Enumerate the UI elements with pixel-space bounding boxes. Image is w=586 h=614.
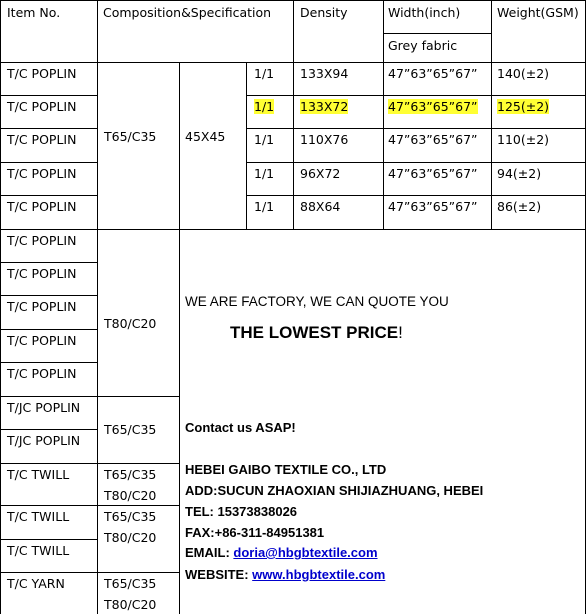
twill-1-comp1: T65/C35 — [104, 467, 157, 482]
company-address: ADD:SUCUN ZHAOXIAN SHIJIAZHUANG, HEBEI — [185, 483, 484, 498]
twill-1-item: T/C TWILL — [7, 467, 70, 482]
yarn-comp1: T65/C35 — [104, 576, 157, 591]
group3-composition: T65/C35 — [104, 422, 157, 437]
row5-width: 47”63”65”67” — [388, 199, 478, 214]
row4-width: 47”63”65”67” — [388, 166, 478, 181]
row3-item: T/C POPLIN — [7, 132, 77, 147]
header-width: Width(inch) — [388, 5, 461, 20]
row4-weight: 94(±2) — [497, 166, 542, 181]
yarn-item: T/C YARN — [7, 576, 65, 591]
row3-ratio: 1/1 — [254, 132, 275, 147]
row2-width: 47”63”65”67” — [388, 99, 478, 114]
row5-density: 88X64 — [300, 199, 341, 214]
group2-item-4: T/C POPLIN — [7, 333, 77, 348]
website-link[interactable]: www.hbgbtextile.com — [252, 567, 386, 582]
website-row — [185, 567, 385, 582]
website-label: WEBSITE: — [185, 567, 253, 582]
row3-width: 47”63”65”67” — [388, 132, 478, 147]
group2-composition: T80/C20 — [104, 316, 157, 331]
company-name: HEBEI GAIBO TEXTILE CO., LTD — [185, 462, 387, 477]
header-grey-fabric: Grey fabric — [388, 38, 458, 53]
row2-density: 133X72 — [300, 99, 349, 114]
row3-weight: 110(±2) — [497, 132, 550, 147]
row5-weight: 86(±2) — [497, 199, 542, 214]
row1-density: 133X94 — [300, 66, 349, 81]
row4-item: T/C POPLIN — [7, 166, 77, 181]
row4-ratio: 1/1 — [254, 166, 275, 181]
group3-item-2: T/JC POPLIN — [7, 433, 81, 448]
twill-2-item: T/C TWILL — [7, 509, 70, 524]
row5-item: T/C POPLIN — [7, 199, 77, 214]
group2-item-1: T/C POPLIN — [7, 233, 77, 248]
twill-2-comp1: T65/C35 — [104, 509, 157, 524]
header-weight: Weight(GSM) — [497, 5, 579, 20]
company-fax: FAX:+86-311-84951381 — [185, 525, 325, 540]
row2-item: T/C POPLIN — [7, 99, 77, 114]
group1-spec: 45X45 — [185, 129, 226, 144]
promo-line-2 — [230, 323, 403, 343]
company-tel: TEL: 15373838026 — [185, 504, 298, 519]
yarn-comp2: T80/C20 — [104, 597, 157, 612]
row4-density: 96X72 — [300, 166, 341, 181]
group2-item-5: T/C POPLIN — [7, 366, 77, 381]
group3-item-1: T/JC POPLIN — [7, 400, 81, 415]
row1-weight: 140(±2) — [497, 66, 550, 81]
row2-weight: 125(±2) — [497, 99, 550, 114]
email-row — [185, 545, 378, 560]
row5-ratio: 1/1 — [254, 199, 275, 214]
group1-composition: T65/C35 — [104, 129, 157, 144]
twill-3-item: T/C TWILL — [7, 543, 70, 558]
twill-2-comp2: T80/C20 — [104, 530, 157, 545]
header-composition: Composition&Specification — [103, 5, 272, 20]
group2-item-2: T/C POPLIN — [7, 266, 77, 281]
promo-lowest-price: THE LOWEST PRICE — [230, 323, 399, 342]
row3-density: 110X76 — [300, 132, 349, 147]
promo-exclaim: ! — [398, 323, 403, 342]
promo-line-1: WE ARE FACTORY, WE CAN QUOTE YOU — [185, 294, 449, 309]
header-item-no: Item No. — [7, 5, 61, 20]
email-label: EMAIL: — [185, 545, 234, 560]
row1-item: T/C POPLIN — [7, 66, 77, 81]
group2-item-3: T/C POPLIN — [7, 299, 77, 314]
header-density: Density — [300, 5, 348, 20]
row1-ratio: 1/1 — [254, 66, 275, 81]
email-link[interactable]: doria@hbgbtextile.com — [233, 545, 378, 560]
row2-ratio: 1/1 — [254, 99, 275, 114]
twill-1-comp2: T80/C20 — [104, 488, 157, 503]
contact-heading: Contact us ASAP! — [185, 420, 296, 435]
row1-width: 47”63”65”67” — [388, 66, 478, 81]
